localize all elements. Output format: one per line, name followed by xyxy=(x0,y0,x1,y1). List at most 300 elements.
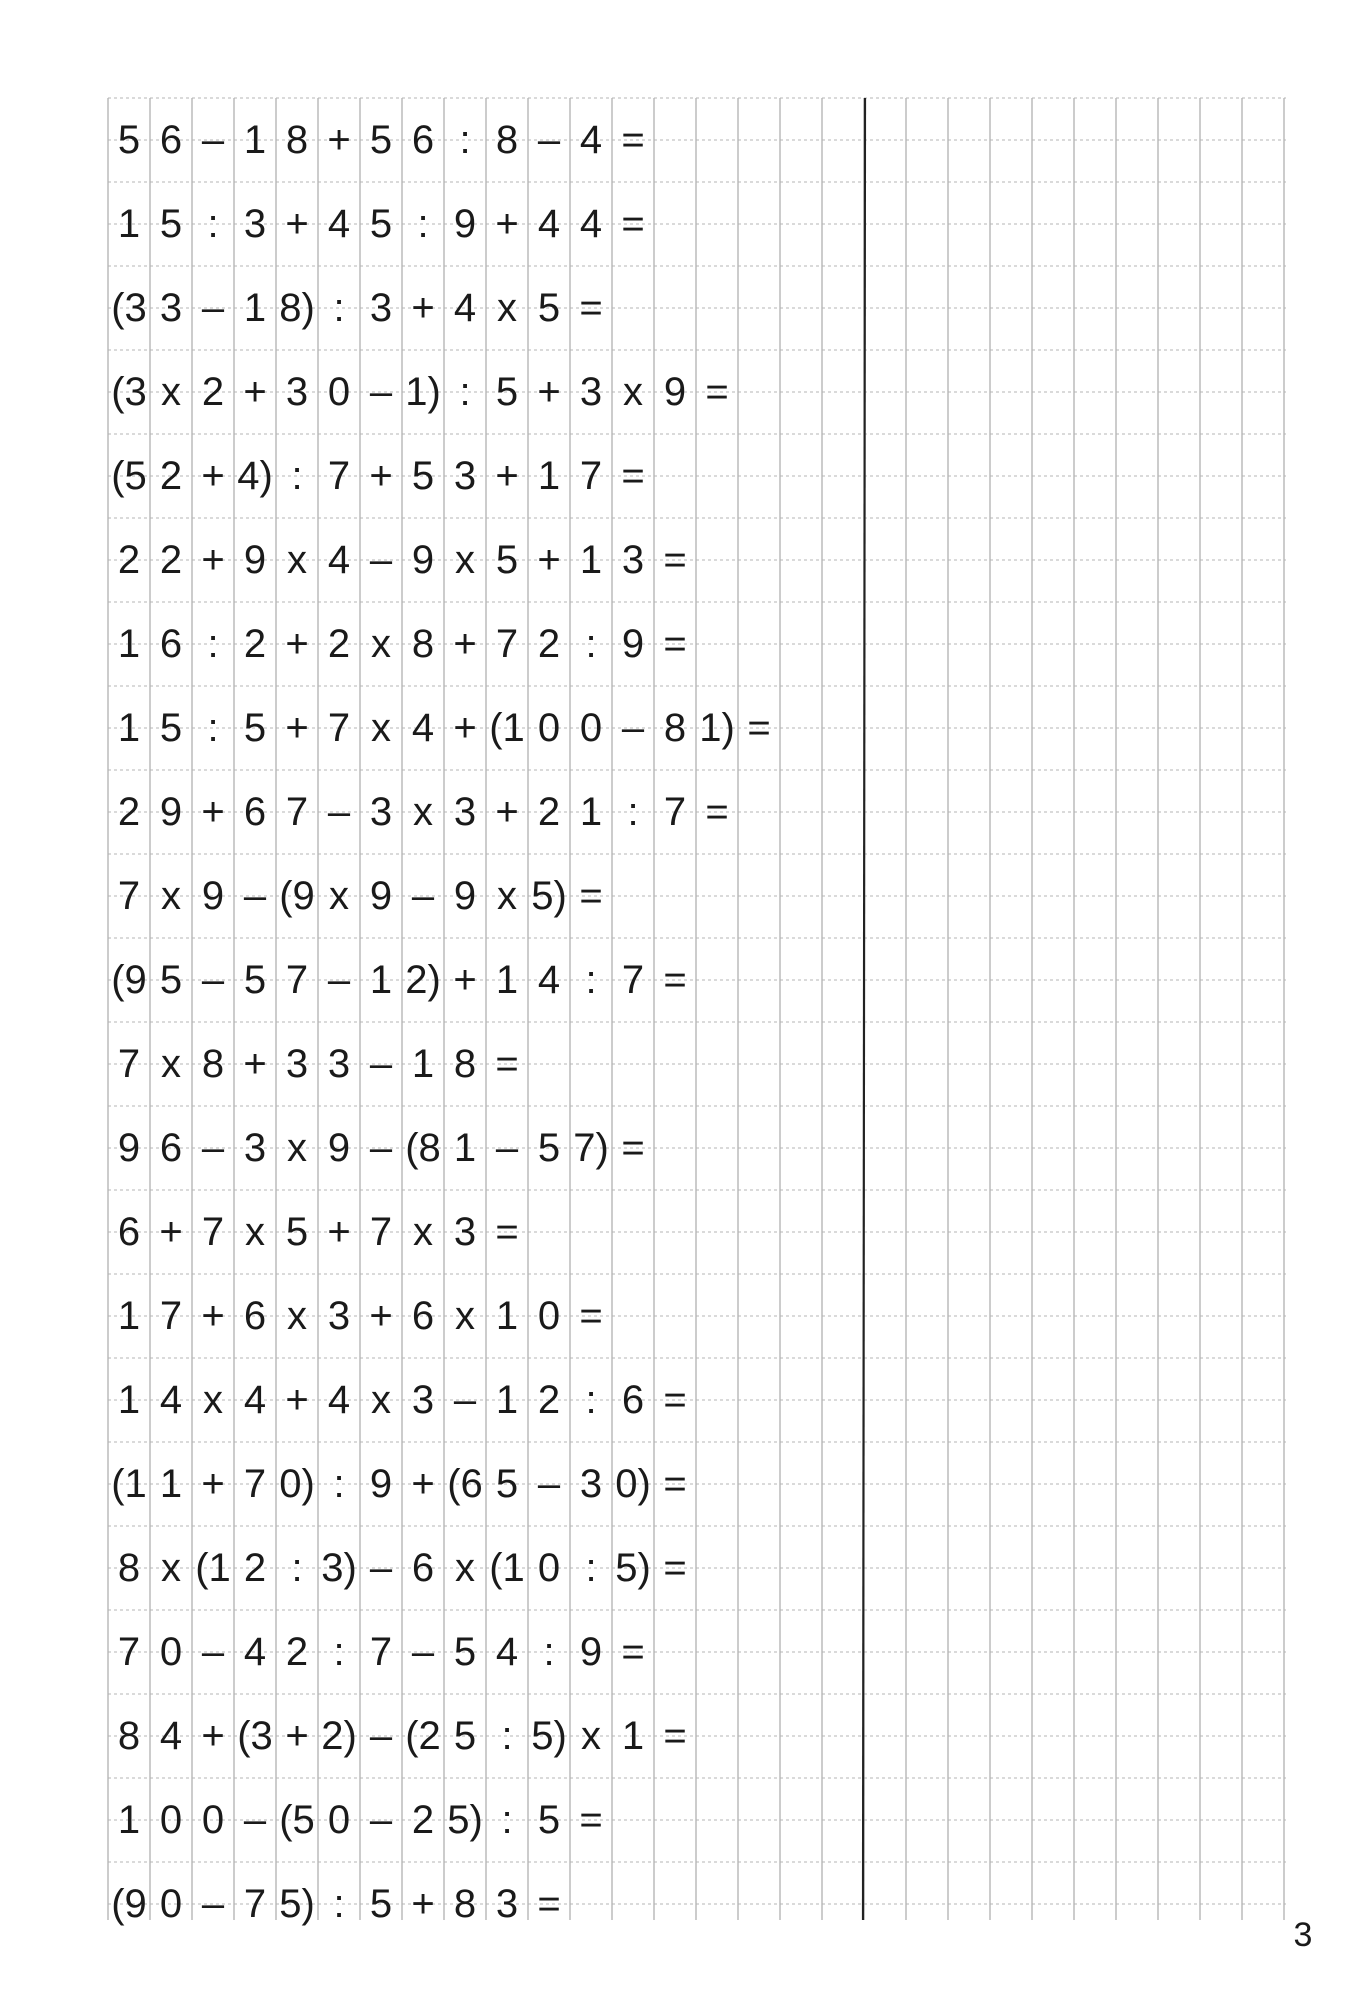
expression-token: 3 xyxy=(369,790,393,834)
expression-token: 4 xyxy=(453,286,477,330)
expression-token: 1 xyxy=(537,454,561,498)
exercise-row xyxy=(108,686,1288,770)
expression-token: 0 xyxy=(537,1546,561,1590)
expression-token: 7 xyxy=(159,1294,183,1338)
expression-token: 0 xyxy=(201,1798,225,1842)
expression-token: x xyxy=(455,1294,475,1338)
expression-token: 3 xyxy=(159,286,183,330)
expression-token: 1 xyxy=(117,1294,141,1338)
expression-token: 6 xyxy=(117,1210,141,1254)
expression-token: 6 xyxy=(411,1294,435,1338)
expression-token: x xyxy=(287,1294,307,1338)
expression-token: 1 xyxy=(117,1378,141,1422)
expression-token: = xyxy=(579,1294,603,1338)
expression-token: 9 xyxy=(327,1126,351,1170)
expression-token: 0 xyxy=(327,1798,351,1842)
expression-token: 3 xyxy=(243,1126,267,1170)
expression-token: x xyxy=(371,706,391,750)
expression-token: 4 xyxy=(579,202,603,246)
expression-token: = xyxy=(663,622,687,666)
exercise-row xyxy=(108,1106,1288,1190)
expression-token: x xyxy=(371,1378,391,1422)
expression-token: 5) xyxy=(279,1882,315,1926)
expression-token: + xyxy=(201,454,225,498)
expression-token: = xyxy=(747,706,771,750)
expression-token: 7 xyxy=(117,1042,141,1086)
expression-token: – xyxy=(411,874,435,918)
exercise-row xyxy=(108,1862,1288,1946)
expression-token: 9 xyxy=(117,1126,141,1170)
expression-token: 7 xyxy=(369,1210,393,1254)
expression-token: 5) xyxy=(531,1714,567,1758)
exercise-row xyxy=(108,1190,1288,1274)
expression-token: – xyxy=(621,706,645,750)
exercise-row xyxy=(108,1526,1288,1610)
expression-token: : xyxy=(333,1630,345,1674)
expression-token: – xyxy=(453,1378,477,1422)
expression-token: 2 xyxy=(327,622,351,666)
expression-token: 3 xyxy=(495,1882,519,1926)
expression-token: 9 xyxy=(369,1462,393,1506)
expression-token: – xyxy=(369,1126,393,1170)
expression-token: – xyxy=(537,118,561,162)
expression-token: 7 xyxy=(201,1210,225,1254)
expression-token: – xyxy=(369,1798,393,1842)
expression-token: 5) xyxy=(531,874,567,918)
expression-token: 1 xyxy=(117,622,141,666)
expression-token: : xyxy=(291,1546,303,1590)
expression-token: = xyxy=(579,286,603,330)
exercise-row xyxy=(108,1442,1288,1526)
expression-token: = xyxy=(579,1798,603,1842)
expression-token: 9 xyxy=(453,874,477,918)
expression-token: : xyxy=(501,1714,513,1758)
expression-token: 4 xyxy=(159,1378,183,1422)
expression-token: 4 xyxy=(327,1378,351,1422)
expression-token: 3 xyxy=(579,1462,603,1506)
expression-token: 4 xyxy=(537,202,561,246)
expression-token: – xyxy=(411,1630,435,1674)
expression-token: 2 xyxy=(159,538,183,582)
expression-token: = xyxy=(621,1630,645,1674)
expression-token: = xyxy=(663,1714,687,1758)
expression-token: x xyxy=(581,1714,601,1758)
expression-token: 5 xyxy=(495,370,519,414)
expression-token: : xyxy=(207,202,219,246)
expression-token: 1 xyxy=(411,1042,435,1086)
expression-token: (1 xyxy=(111,1462,147,1506)
expression-token: 2 xyxy=(243,1546,267,1590)
expression-token: x xyxy=(413,790,433,834)
expression-token: (9 xyxy=(111,1882,147,1926)
expression-token: 7 xyxy=(285,790,309,834)
expression-token: 7 xyxy=(243,1462,267,1506)
expression-token: 2) xyxy=(321,1714,357,1758)
expression-token: x xyxy=(161,370,181,414)
expression-token: 2 xyxy=(201,370,225,414)
expression-token: 1 xyxy=(117,706,141,750)
exercise-row xyxy=(108,98,1288,182)
expression-token: – xyxy=(201,1882,225,1926)
expression-token: 9 xyxy=(663,370,687,414)
expression-token: + xyxy=(285,706,309,750)
exercise-row xyxy=(108,1022,1288,1106)
expression-token: x xyxy=(161,874,181,918)
expression-token: 3) xyxy=(321,1546,357,1590)
expression-token: + xyxy=(537,370,561,414)
expression-token: = xyxy=(579,874,603,918)
expression-token: – xyxy=(369,370,393,414)
expression-token: 0 xyxy=(159,1798,183,1842)
expression-token: : xyxy=(207,622,219,666)
expression-token: 6 xyxy=(621,1378,645,1422)
expression-token: + xyxy=(285,1714,309,1758)
expression-token: + xyxy=(537,538,561,582)
expression-token: + xyxy=(369,454,393,498)
expression-token: – xyxy=(537,1462,561,1506)
expression-token: + xyxy=(201,790,225,834)
expression-token: x xyxy=(287,1126,307,1170)
expression-token: : xyxy=(543,1630,555,1674)
expression-token: 1 xyxy=(369,958,393,1002)
expression-token: 1 xyxy=(495,1378,519,1422)
expression-token: : xyxy=(459,370,471,414)
expression-token: : xyxy=(333,1462,345,1506)
expression-token: x xyxy=(497,286,517,330)
expression-token: : xyxy=(333,1882,345,1926)
expression-token: + xyxy=(453,958,477,1002)
expression-token: – xyxy=(369,538,393,582)
exercise-row xyxy=(108,434,1288,518)
expression-token: 5 xyxy=(159,706,183,750)
expression-token: (9 xyxy=(111,958,147,1002)
expression-token: 7 xyxy=(327,706,351,750)
expression-token: 3 xyxy=(621,538,645,582)
expression-token: – xyxy=(201,1630,225,1674)
expression-token: – xyxy=(369,1042,393,1086)
expression-token: – xyxy=(369,1546,393,1590)
expression-token: 7 xyxy=(117,874,141,918)
expression-token: 4 xyxy=(327,538,351,582)
expression-token: 2 xyxy=(537,622,561,666)
expression-token: 3 xyxy=(453,454,477,498)
expression-token: : xyxy=(585,958,597,1002)
expression-token: 4 xyxy=(327,202,351,246)
expression-token: (6 xyxy=(447,1462,483,1506)
expression-token: 1 xyxy=(117,1798,141,1842)
expression-token: + xyxy=(201,1462,225,1506)
expression-token: 2 xyxy=(537,1378,561,1422)
expression-token: = xyxy=(705,370,729,414)
expression-token: + xyxy=(285,622,309,666)
expression-token: : xyxy=(291,454,303,498)
expression-token: 3 xyxy=(285,370,309,414)
expression-token: 0) xyxy=(615,1462,651,1506)
expression-token: – xyxy=(201,286,225,330)
expression-token: x xyxy=(371,622,391,666)
exercise-row xyxy=(108,518,1288,602)
expression-token: + xyxy=(285,202,309,246)
exercise-row xyxy=(108,266,1288,350)
expression-token: 8 xyxy=(453,1882,477,1926)
expression-token: 7 xyxy=(243,1882,267,1926)
expression-token: (1 xyxy=(489,706,525,750)
expression-token: + xyxy=(369,1294,393,1338)
expression-token: 7 xyxy=(495,622,519,666)
expression-token: 8 xyxy=(411,622,435,666)
expression-token: 1 xyxy=(495,1294,519,1338)
expression-token: 5 xyxy=(369,202,393,246)
expression-token: 5) xyxy=(447,1798,483,1842)
expression-token: 8) xyxy=(279,286,315,330)
expression-token: 0 xyxy=(159,1630,183,1674)
expression-token: 3 xyxy=(579,370,603,414)
expression-token: + xyxy=(453,622,477,666)
expression-token: = xyxy=(621,454,645,498)
expression-token: = xyxy=(663,1378,687,1422)
expression-token: = xyxy=(663,538,687,582)
expression-token: 0 xyxy=(537,706,561,750)
expression-token: 3 xyxy=(453,1210,477,1254)
expression-token: 5 xyxy=(411,454,435,498)
expression-token: (9 xyxy=(279,874,315,918)
expression-token: 0 xyxy=(159,1882,183,1926)
expression-token: 2 xyxy=(285,1630,309,1674)
expression-token: 5 xyxy=(453,1714,477,1758)
expression-token: 9 xyxy=(201,874,225,918)
expression-token: (1 xyxy=(489,1546,525,1590)
expression-token: 7 xyxy=(117,1630,141,1674)
expression-token: + xyxy=(243,370,267,414)
expression-token: 4 xyxy=(243,1378,267,1422)
expression-token: – xyxy=(201,958,225,1002)
expression-token: 2 xyxy=(243,622,267,666)
expression-token: 6 xyxy=(243,1294,267,1338)
expression-token: 5 xyxy=(537,1798,561,1842)
expression-token: 5 xyxy=(537,1126,561,1170)
exercise-row xyxy=(108,182,1288,266)
expression-token: + xyxy=(201,538,225,582)
expression-token: 1 xyxy=(579,790,603,834)
expression-token: 4 xyxy=(411,706,435,750)
expression-token: 5 xyxy=(495,538,519,582)
expression-token: 8 xyxy=(663,706,687,750)
expression-token: 5 xyxy=(285,1210,309,1254)
expression-token: 4 xyxy=(579,118,603,162)
expression-token: 9 xyxy=(411,538,435,582)
expression-token: 2 xyxy=(117,538,141,582)
expression-token: 4 xyxy=(495,1630,519,1674)
page-number: 3 xyxy=(1293,1916,1313,1954)
expression-token: 5 xyxy=(159,202,183,246)
expression-token: x xyxy=(161,1042,181,1086)
exercise-row xyxy=(108,1610,1288,1694)
expression-token: + xyxy=(453,706,477,750)
expression-token: 6 xyxy=(243,790,267,834)
expression-token: 3 xyxy=(285,1042,309,1086)
expression-token: 2) xyxy=(405,958,441,1002)
expression-token: 8 xyxy=(201,1042,225,1086)
expression-token: 4 xyxy=(537,958,561,1002)
expression-token: + xyxy=(327,118,351,162)
expression-token: 9 xyxy=(369,874,393,918)
expression-token: 8 xyxy=(453,1042,477,1086)
expression-token: – xyxy=(495,1126,519,1170)
exercise-row xyxy=(108,350,1288,434)
expression-token: 8 xyxy=(117,1546,141,1590)
expression-token: x xyxy=(455,538,475,582)
expression-token: (8 xyxy=(405,1126,441,1170)
expression-token: 1) xyxy=(699,706,735,750)
expression-token: : xyxy=(333,286,345,330)
expression-token: 7 xyxy=(663,790,687,834)
expression-token: 5 xyxy=(117,118,141,162)
expression-token: – xyxy=(201,1126,225,1170)
expression-token: 3 xyxy=(453,790,477,834)
expression-token: 9 xyxy=(621,622,645,666)
expression-token: 3 xyxy=(411,1378,435,1422)
expression-token: : xyxy=(585,622,597,666)
expression-token: 1 xyxy=(621,1714,645,1758)
expression-token: 1 xyxy=(243,118,267,162)
expression-token: 1 xyxy=(495,958,519,1002)
expression-token: = xyxy=(663,1462,687,1506)
expression-token: x xyxy=(245,1210,265,1254)
expression-token: (3 xyxy=(111,286,147,330)
expression-token: : xyxy=(417,202,429,246)
expression-token: : xyxy=(585,1378,597,1422)
expression-token: 0 xyxy=(579,706,603,750)
expression-token: (5 xyxy=(111,454,147,498)
expression-token: 8 xyxy=(495,118,519,162)
expression-token: x xyxy=(161,1546,181,1590)
expression-token: + xyxy=(411,1882,435,1926)
expression-token: x xyxy=(203,1378,223,1422)
expression-token: (3 xyxy=(111,370,147,414)
expression-token: = xyxy=(537,1882,561,1926)
exercise-row xyxy=(108,1694,1288,1778)
expression-token: – xyxy=(201,118,225,162)
expression-token: 4) xyxy=(237,454,273,498)
expression-token: 5) xyxy=(615,1546,651,1590)
expression-token: 5 xyxy=(159,958,183,1002)
expression-token: x xyxy=(413,1210,433,1254)
expression-token: 5 xyxy=(243,706,267,750)
exercise-row xyxy=(108,854,1288,938)
expression-token: 7 xyxy=(285,958,309,1002)
expression-token: 6 xyxy=(159,118,183,162)
expression-token: + xyxy=(159,1210,183,1254)
expression-token: – xyxy=(327,958,351,1002)
expression-token: x xyxy=(287,538,307,582)
expression-token: 7 xyxy=(327,454,351,498)
expression-token: = xyxy=(621,1126,645,1170)
exercise-row xyxy=(108,602,1288,686)
expression-token: + xyxy=(495,202,519,246)
expression-token: 7 xyxy=(621,958,645,1002)
expression-token: = xyxy=(495,1210,519,1254)
expression-token: 6 xyxy=(159,1126,183,1170)
expression-token: 0 xyxy=(327,370,351,414)
expression-token: (2 xyxy=(405,1714,441,1758)
expression-token: 2 xyxy=(159,454,183,498)
expression-token: 1 xyxy=(159,1462,183,1506)
expression-token: – xyxy=(243,1798,267,1842)
expression-token: (1 xyxy=(195,1546,231,1590)
expression-token: : xyxy=(627,790,639,834)
expression-token: 5 xyxy=(495,1462,519,1506)
expression-token: 6 xyxy=(411,1546,435,1590)
expression-token: 8 xyxy=(117,1714,141,1758)
expression-token: 9 xyxy=(243,538,267,582)
expression-token: : xyxy=(585,1546,597,1590)
expression-token: (5 xyxy=(279,1798,315,1842)
expression-token: – xyxy=(243,874,267,918)
expression-token: – xyxy=(369,1714,393,1758)
expression-token: = xyxy=(663,958,687,1002)
expression-token: 0) xyxy=(279,1462,315,1506)
expression-token: 3 xyxy=(369,286,393,330)
expression-token: + xyxy=(411,286,435,330)
expression-token: = xyxy=(495,1042,519,1086)
expression-token: 3 xyxy=(327,1042,351,1086)
exercise-row xyxy=(108,1274,1288,1358)
expression-token: : xyxy=(459,118,471,162)
expression-token: 4 xyxy=(243,1630,267,1674)
expression-token: 9 xyxy=(453,202,477,246)
expression-token: = xyxy=(705,790,729,834)
expression-token: 3 xyxy=(327,1294,351,1338)
expression-token: x xyxy=(455,1546,475,1590)
expression-token: = xyxy=(621,202,645,246)
expression-token: 1 xyxy=(243,286,267,330)
expression-token: 5 xyxy=(243,958,267,1002)
expression-token: x xyxy=(497,874,517,918)
expression-token: 2 xyxy=(117,790,141,834)
exercise-row xyxy=(108,770,1288,854)
expression-token: = xyxy=(663,1546,687,1590)
expression-token: 9 xyxy=(579,1630,603,1674)
expression-token: 1) xyxy=(405,370,441,414)
expression-token: 3 xyxy=(243,202,267,246)
expression-token: x xyxy=(623,370,643,414)
expression-token: 7 xyxy=(369,1630,393,1674)
expression-token: + xyxy=(495,454,519,498)
expression-token: 1 xyxy=(453,1126,477,1170)
expression-token: : xyxy=(207,706,219,750)
expression-token: 4 xyxy=(159,1714,183,1758)
expression-token: + xyxy=(201,1294,225,1338)
expression-token: 7) xyxy=(573,1126,609,1170)
exercise-row xyxy=(108,1358,1288,1442)
expression-token: 1 xyxy=(579,538,603,582)
expression-token: + xyxy=(243,1042,267,1086)
expression-token: 7 xyxy=(579,454,603,498)
expression-token: 5 xyxy=(537,286,561,330)
expression-token: (3 xyxy=(237,1714,273,1758)
expression-token: 5 xyxy=(369,1882,393,1926)
expression-token: + xyxy=(495,790,519,834)
expression-token: + xyxy=(327,1210,351,1254)
expression-token: : xyxy=(501,1798,513,1842)
expression-token: 8 xyxy=(285,118,309,162)
exercise-row xyxy=(108,1778,1288,1862)
expression-token: 5 xyxy=(453,1630,477,1674)
expression-token: 0 xyxy=(537,1294,561,1338)
expression-token: 1 xyxy=(117,202,141,246)
expression-token: x xyxy=(329,874,349,918)
expression-token: = xyxy=(621,118,645,162)
